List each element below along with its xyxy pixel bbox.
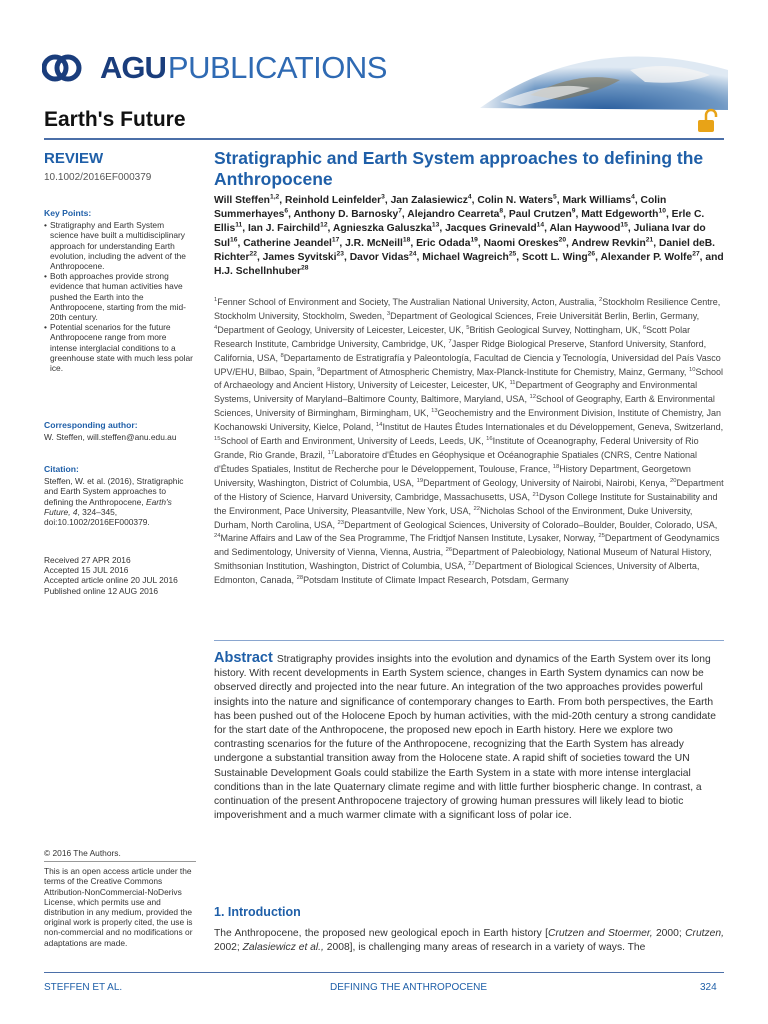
abstract-text: Stratigraphy provides insights into the evolution and dynamics of the Earth System over its long history. With recent developments in Earth System science, changes in Earth System dynamics can now be observed directly and projected into the near future. An integration of the two approaches provides powerful insights into the nature and significance of contemporary changes to Earth. From both perspectives, the Earth has been pushed out of the Holocene Epoch by human activities, with the mid-20th century a strong candidate for the start date of the Anthropocene, the proposed new epoch in Earth history. Here we explore two contrasting scenarios for the future of the Anthropocene, recognizing that the Earth System has already undergone a substantial transition away from the Holocene state. A rapid shift of societies toward the UN Sustainable Development Goals could stabilize the Earth System in a state with more intense interglacial conditions than in the late Quaternary climate regime and with little further biospheric change. In contrast, a continuation of the present Anthropocene trajectory of growing human pressures will likely lead to biotic impoverishment and a much warmer climate with a significant loss of polar ice. xyxy=(214,654,716,822)
dates-section xyxy=(44,555,194,596)
article-title: Stratigraphic and Earth System approaches to defining the Anthropocene xyxy=(214,148,704,189)
corresponding-author-text[interactable]: W. Steffen, will.steffen@anu.edu.au xyxy=(44,432,177,443)
key-points-heading: Key Points: xyxy=(44,208,92,218)
date-accepted-online: Accepted article online 20 JUL 2016 xyxy=(44,575,178,586)
doi-text[interactable]: 10.1002/2016EF000379 xyxy=(44,172,152,183)
abstract-rule xyxy=(214,640,724,641)
copyright-rule xyxy=(44,861,196,862)
key-point-item: • Both approaches provide strong evidence that human activities have pushed the Earth into the Anthropocene, starting from the mid-20th century. xyxy=(44,271,194,322)
affiliations-list: $^1$Fenner School of Environment and Society, The Australian National University, Acton, Australia, $^2$Stockholm Resilience Centre, Stockholm University, Stockholm, Sweden, $^3$Department of Geological Sciences, Freie Universität Berlin, Berlin, Germany, $^4$Department of Geology, University of Leicester, Leicester, UK, $^5$British Geological Survey, Nottingham, UK, $^6$Scott Polar Research Institute, Cambridge University, Cambridge, UK, $^7$Jasper Ridge Biological Preserve, Stanford University, Stanford, California, USA, $^8$Departamento de Estratigrafía y Paleontología, Facultad de Ciencia y Tecnología, Universidad del País Vasco UPV/EHU, Bilbao, Spain, $^9$Department of Atmospheric Chemistry, Max-Planck-Institute for Chemistry, Mainz, Germany, $^{10}$School of Archaeology and Ancient History, University of Leicester, Leicester, UK, $^{11}$Department of Geography and Environmental Systems, University of Maryland–Baltimore County, Baltimore, Maryland, USA, $^{12}$School of Geography, Earth & Environmental Sciences, University of Birmingham, Birmingham, UK, $^{13}$Geochemistry and the Environment Division, Institute of Chemistry, Jan Kochanowski University, Kielce, Poland, $^{14}$Institut de Hautes Études Internationales et du Développement, Geneva, Switzerland, $^{15}$School of Earth and Environment, University of Leeds, Leeds, UK, $^{16}$Institute of Oceanography, Federal University of Rio Grande, Rio Grande, Brazil, $^{17}$Laboratoire d'Études en Géophysique et Océanographie Spatiales (CNRS, Centre National d'Études Spatiales, Institut de Recherche pour le Développement, Toulouse, France, $^{18}$History Department, Georgetown University, Washington, District of Columbia, USA, $^{19}$Department of Geology, University of Nairobi, Nairobi, Kenya, $^{20}$Department of the History of Science, Harvard University, Cambridge, Massachusetts, USA, $^{21}$Dyson College Institute for Sustainability and the Environment, Pace University, Pleasantville, New York, USA, $^{22}$Nicholas School of the Environment, Duke University, Durham, North Carolina, USA, $^{23}$Department of Geological Sciences, University of Colorado–Boulder, Boulder, Colorado, USA, $^{24}$Marine Affairs and Law of the Sea Programme, The Fridtjof Nansen Institute, Lysaker, Norway, $^{25}$Department of Geodynamics and Sedimentology, University of Vienna, Vienna, Austria, $^{26}$Department of Paleobiology, National Museum of Natural History, Smithsonian Institution, Washington, District of Columbia, USA, $^{27}$Department of Biological Sciences, University of Alberta, Edmonton, Canada, $^{28}$Potsdam Institute of Climate Impact Research, Potsdam, Germany xyxy=(214,297,724,586)
key-points-section xyxy=(44,208,194,373)
corresponding-author-section xyxy=(44,420,194,442)
citation-section xyxy=(44,464,194,527)
key-point-item: • Stratigraphy and Earth System science have built a multidisciplinary approach for understanding Earth evolution, including the advent of the Anthropocene. xyxy=(44,220,194,271)
agu-logo-icon xyxy=(42,50,100,86)
copyright-text: © 2016 The Authors. xyxy=(44,848,121,858)
footer-running-title: DEFINING THE ANTHROPOCENE xyxy=(330,982,488,993)
footer-rule xyxy=(44,972,724,973)
agu-publications-logo xyxy=(42,48,387,88)
footer-page-number: 324 xyxy=(700,982,717,993)
abstract-heading: Abstract xyxy=(214,650,273,666)
footer-authors: STEFFEN ET AL. xyxy=(44,982,123,993)
journal-title: Earth's Future xyxy=(44,108,186,131)
earth-globe-image xyxy=(470,40,730,110)
key-point-item: • Potential scenarios for the future Anthropocene range from more intense interglacial conditions to a greenhouse state with much less polar ice. xyxy=(44,322,194,373)
citation-text: Steffen, W. et al. (2016), Stratigraphic and Earth System approaches to defining the Anthropocene, Earth's Future, 4, 324–345, doi:10.1002/2016EF000379. xyxy=(44,476,184,528)
article-type-label: REVIEW xyxy=(44,150,104,167)
corresponding-author-heading: Corresponding author: xyxy=(44,420,138,430)
open-access-lock-icon xyxy=(696,108,720,134)
introduction-text: The Anthropocene, the proposed new geological epoch in Earth history [Crutzen and Stoermer, 2000; Crutzen, 2002; Zalasiewicz et al., 2008], is challenging many areas of research in a variety of ways. The xyxy=(214,928,724,954)
license-text: This is an open access article under the terms of the Creative Commons Attribution-NonCommercial-NoDerivs License, which permits use and distribution in any medium, provided the original work is properly cited, the use is non-commercial and no modifications or adaptations are made. xyxy=(44,866,193,948)
author-list: Will Steffen$^{1,2}$, Reinhold Leinfelder$^3$, Jan Zalasiewicz$^4$, Colin N. Waters$^5$, Mark Williams$^4$, Colin Summerhayes$^6$, Anthony D. Barnosky$^7$, Alejandro Cearreta$^8$, Paul Crutzen$^9$, Matt Edgeworth$^{10}$, Erle C. Ellis$^{11}$, Ian J. Fairchild$^{12}$, Agnieszka Galuszka$^{13}$, Jacques Grinevald$^{14}$, Alan Haywood$^{15}$, Juliana Ivar do Sul$^{16}$, Catherine Jeandel$^{17}$, J.R. McNeill$^{18}$, Eric Odada$^{19}$, Naomi Oreskes$^{20}$, Andrew Revkin$^{21}$, Daniel deB. Richter$^{22}$, James Syvitski$^{23}$, Davor Vidas$^{24}$, Michael Wagreich$^{25}$, Scott L. Wing$^{26}$, Alexander P. Wolfe$^{27}$, and H.J. Schellnhuber$^{28}$ xyxy=(214,193,724,278)
date-published: Published online 12 AUG 2016 xyxy=(44,585,159,596)
header-rule xyxy=(44,138,724,140)
copyright-box xyxy=(44,848,196,948)
citation-heading: Citation: xyxy=(44,464,79,474)
logo-publications-text: PUBLICATIONS xyxy=(167,50,387,85)
date-accepted: Accepted 15 JUL 2016 xyxy=(44,565,129,576)
logo-agu-text: AGU xyxy=(100,50,166,85)
abstract-block xyxy=(214,651,724,823)
section-heading-introduction: 1. Introduction xyxy=(214,905,301,919)
date-received: Received 27 APR 2016 xyxy=(44,555,131,565)
